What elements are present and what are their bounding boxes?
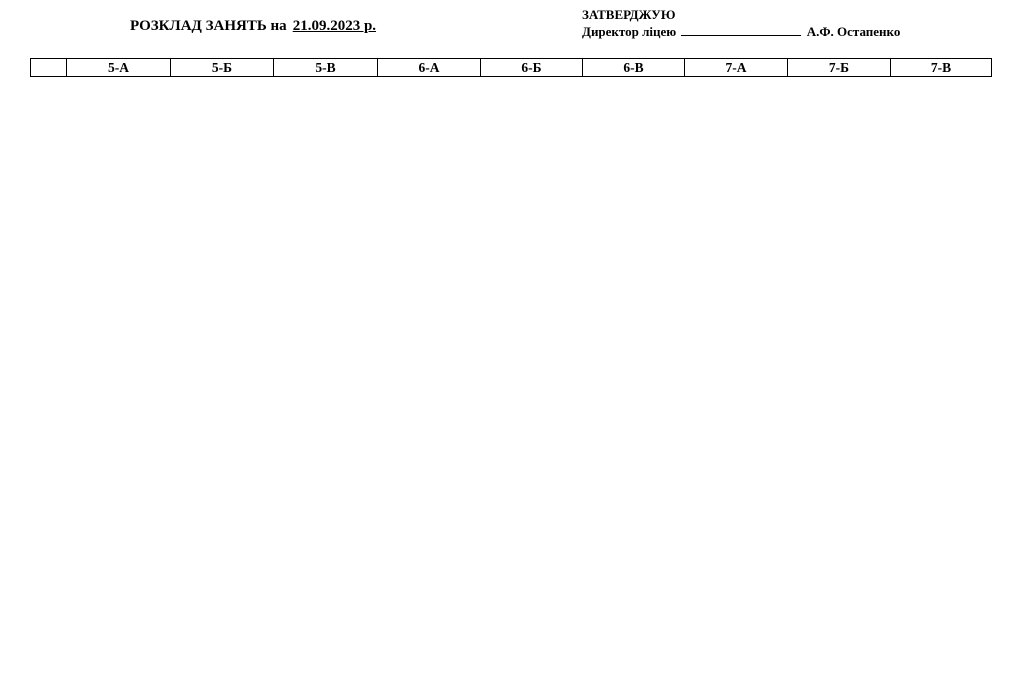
corner-cell — [31, 59, 67, 77]
class-header: 6-А — [378, 59, 481, 77]
title-text: РОЗКЛАД ЗАНЯТЬ на — [130, 18, 287, 34]
director-line — [582, 23, 900, 40]
approval-block — [582, 6, 900, 40]
schedule-date: 21.09.2023 р. — [292, 18, 377, 34]
class-header-row — [56, 373, 986, 391]
class-header: 7-В — [891, 59, 992, 77]
schedule-table-grades-5-7 — [30, 58, 992, 77]
class-header: 6-В — [583, 59, 685, 77]
class-header: 7-А — [685, 59, 788, 77]
schedule-title — [130, 18, 376, 35]
class-header: 5-Б — [171, 59, 274, 77]
director-label: Директор ліцею — [582, 24, 677, 39]
class-header-row — [31, 59, 992, 77]
class-header: 5-В — [274, 59, 378, 77]
schedule-table-grades-8-9 — [56, 373, 986, 391]
class-header: 7-Б — [788, 59, 891, 77]
director-name: А.Ф. Остапенко — [806, 24, 901, 39]
signature-line — [681, 23, 801, 36]
approve-title: ЗАТВЕРДЖУЮ — [582, 7, 676, 22]
class-header: 5-А — [67, 59, 171, 77]
class-header: 6-Б — [481, 59, 583, 77]
